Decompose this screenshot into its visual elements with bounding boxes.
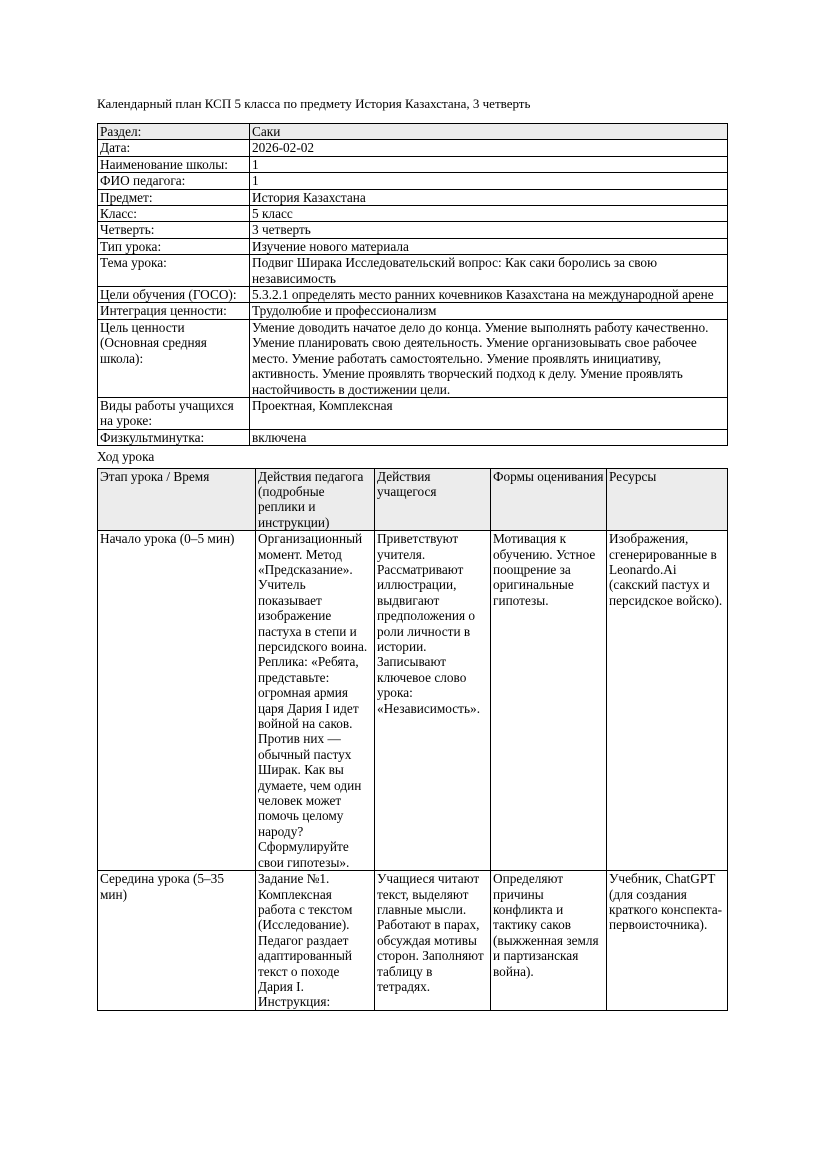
table-row [98, 206, 728, 222]
row-value: 1 [250, 156, 728, 172]
table-row [98, 871, 728, 1011]
row-label: Цели обучения (ГОСО): [98, 287, 250, 303]
row-value: Умение доводить начатое дело до конца. Умение выполнять работу качественно. Умение планировать свою деятельность. Умение организовывать свое рабочее место. Умение работать самостоятельно. Умение проявлять инициативу, активность. Умение проявлять творческий подход к делу. Умение проявлять настойчивость в достижении цели. [250, 319, 728, 397]
cell-student-actions: Учащиеся читают текст, выделяют главные мысли. Работают в парах, обсуждая мотивы сторон. Заполняют таблицу в тетрадях. [375, 871, 491, 1011]
row-label: ФИО педагога: [98, 173, 250, 189]
row-label: Дата: [98, 140, 250, 156]
table-row [98, 238, 728, 254]
row-label: Класс: [98, 206, 250, 222]
row-label: Виды работы учащихся на уроке: [98, 397, 250, 429]
row-label: Тип урока: [98, 238, 250, 254]
table-row [98, 429, 728, 445]
table-row [98, 319, 728, 397]
row-value: Проектная, Комплексная [250, 397, 728, 429]
table-header-row [98, 468, 728, 531]
row-value: Саки [250, 124, 728, 140]
table-row [98, 397, 728, 429]
column-header-teacher-actions: Действия педагога (подробные реплики и инструкции) [256, 468, 375, 531]
lesson-flow-heading: Ход урока [97, 449, 155, 465]
row-value: 5 класс [250, 206, 728, 222]
cell-stage: Середина урока (5–35 мин) [98, 871, 256, 1011]
row-label: Физкультминутка: [98, 429, 250, 445]
table-row [98, 140, 728, 156]
table-row [98, 173, 728, 189]
table-row [98, 189, 728, 205]
row-label: Четверть: [98, 222, 250, 238]
cell-student-actions: Приветствуют учителя. Рассматривают иллюстрации, выдвигают предположения о роли личности в истории. Записывают ключевое слово урока: «Независимость». [375, 531, 491, 871]
cell-assessment: Мотивация к обучению. Устное поощрение за оригинальные гипотезы. [491, 531, 607, 871]
column-header-student-actions: Действия учащегося [375, 468, 491, 531]
column-header-assessment: Формы оценивания [491, 468, 607, 531]
row-value: Трудолюбие и профессионализм [250, 303, 728, 319]
cell-stage: Начало урока (0–5 мин) [98, 531, 256, 871]
row-value: Подвиг Ширака Исследовательский вопрос: Как саки боролись за свою независимость [250, 255, 728, 287]
cell-resources: Учебник, ChatGPT (для создания краткого конспекта-первоисточника). [607, 871, 728, 1011]
cell-resources: Изображения, сгенерированные в Leonardo.Ai (сакский пастух и персидское войско). [607, 531, 728, 871]
cell-assessment: Определяют причины конфликта и тактику саков (выжженная земля и партизанская война). [491, 871, 607, 1011]
table-row [98, 303, 728, 319]
row-value: включена [250, 429, 728, 445]
row-label: Раздел: [98, 124, 250, 140]
table-row [98, 222, 728, 238]
table-row [98, 287, 728, 303]
row-value: Изучение нового материала [250, 238, 728, 254]
column-header-stage: Этап урока / Время [98, 468, 256, 531]
row-label: Интеграция ценности: [98, 303, 250, 319]
row-value: 1 [250, 173, 728, 189]
row-label: Наименование школы: [98, 156, 250, 172]
row-value: История Казахстана [250, 189, 728, 205]
row-label: Предмет: [98, 189, 250, 205]
cell-teacher-actions: Организационный момент. Метод «Предсказание». Учитель показывает изображение пастуха в степи и персидского воина. Реплика: «Ребята, представьте: огромная армия царя Дария I идет войной на саков. Против них — обычный пастух Ширак. Как вы думаете, чем один человек может помочь целому народу? Сформулируйте свои гипотезы». [256, 531, 375, 871]
row-label: Тема урока: [98, 255, 250, 287]
row-label: Цель ценности (Основная средняя школа): [98, 319, 250, 397]
lesson-flow-table [97, 468, 728, 1011]
table-row [98, 255, 728, 287]
row-value: 2026-02-02 [250, 140, 728, 156]
table-row [98, 531, 728, 871]
column-header-resources: Ресурсы [607, 468, 728, 531]
row-value: 3 четверть [250, 222, 728, 238]
page-title: Календарный план КСП 5 класса по предмету История Казахстана, 3 четверть [97, 96, 531, 111]
table-row [98, 124, 728, 140]
table-row [98, 156, 728, 172]
row-value: 5.3.2.1 определять место ранних кочевников Казахстана на международной арене [250, 287, 728, 303]
lesson-info-table [97, 123, 728, 446]
cell-teacher-actions: Задание №1. Комплексная работа с текстом (Исследование). Педагог раздает адаптированный текст о походе Дария I. Инструкция: [256, 871, 375, 1011]
